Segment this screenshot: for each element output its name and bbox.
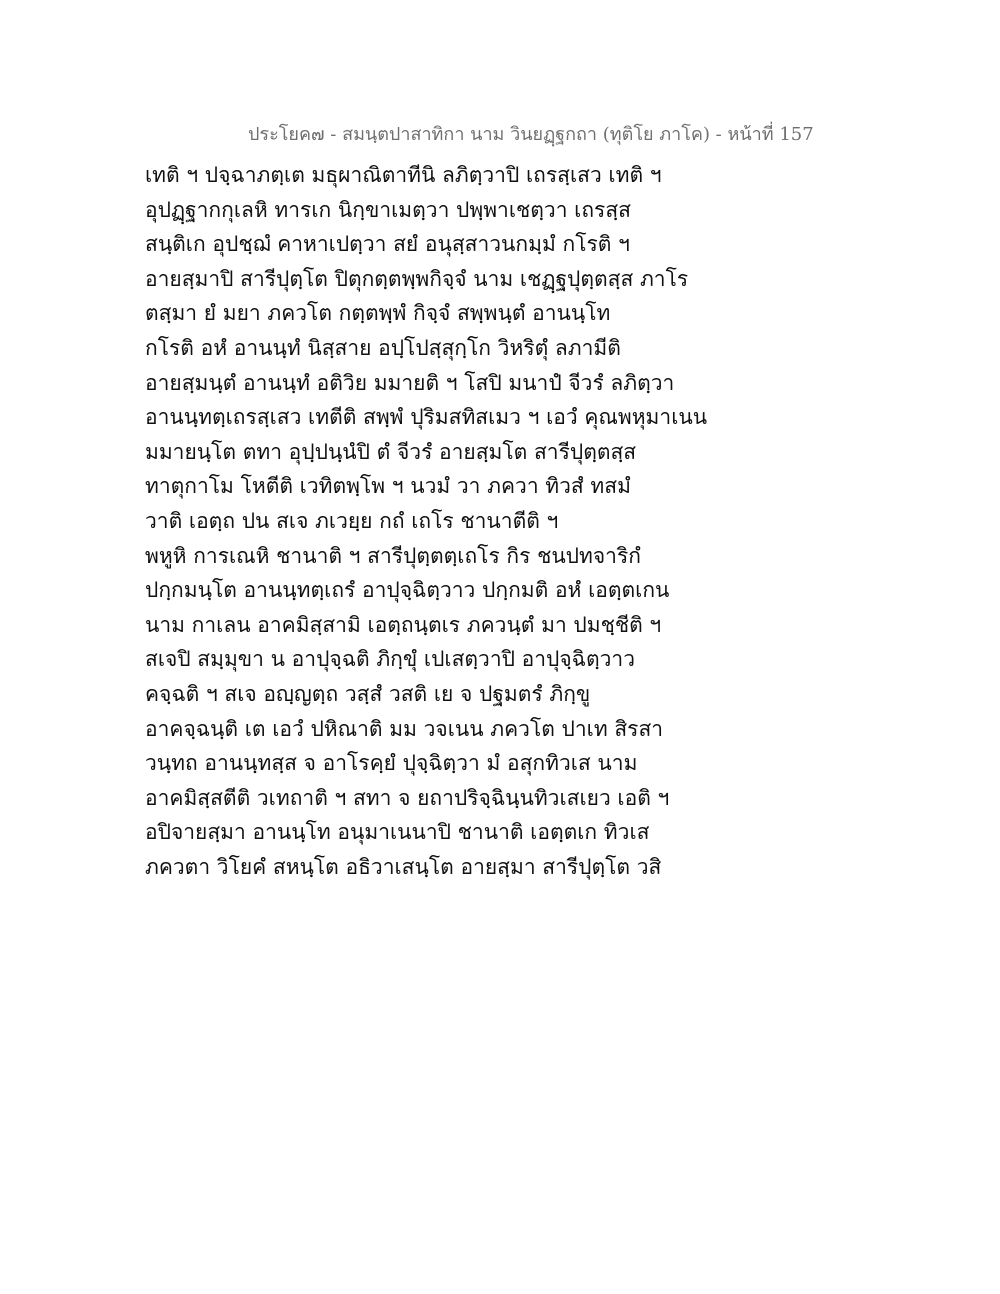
body-text <box>145 158 708 884</box>
text-line-14: นาม กาเลน อาคมิสฺสามิ เอตฺถนฺตเร ภควนฺตํ มา ปมชฺชีติ ฯ <box>145 612 662 637</box>
text-line-19: อาคมิสฺสตีติ วเทถาติ ฯ สทา จ ยถาปริจฺฉินฺนทิวเสเยว เอติ ฯ <box>145 785 670 810</box>
text-line-21: ภควตา วิโยคํ สหนฺโต อธิวาเสนฺโต อายสฺมา สารีปุตฺโต วสิ <box>145 854 662 879</box>
text-line-4: อายสฺมาปิ สารีปุตฺโต ปิตุกตฺตพฺพกิจฺจํ นาม เชฏฺฐปุตฺตสฺส ภาโร <box>145 266 689 291</box>
text-line-11: วาติ เอตฺถ ปน สเจ ภเวยฺย กถํ เถโร ชานาตีติ ฯ <box>145 508 559 533</box>
text-line-5: ตสฺมา ยํ มยา ภควโต กตฺตพฺพํ กิจฺจํ สพฺพนฺตํ อานนฺโท <box>145 301 611 326</box>
text-line-9: มมายนฺโต ตทา อุปฺปนฺนํปิ ตํ จีวรํ อายสฺมโต สารีปุตฺตสฺส <box>145 439 637 464</box>
running-head: ประโยค๗ - สมนฺตปาสาทิกา นาม วินยฏฺฐกถา (ทุติโย ภาโค) - หน้าที่ 157 <box>248 124 814 145</box>
text-line-17: อาคจฺฉนฺติ เต เอวํ ปหิณาติ มม วจเนน ภควโต ปาเท สิรสา <box>145 716 664 741</box>
text-line-13: ปกฺกมนฺโต อานนฺทตฺเถรํ อาปุจฺฉิตฺวาว ปกฺกมติ อหํ เอตฺตเกน <box>145 578 670 603</box>
text-line-10: ทาตุกาโม โหตีติ เวทิตพฺโพ ฯ นวมํ วา ภควา ทิวสํ ทสมํ <box>145 474 631 499</box>
text-line-20: อปิจายสฺมา อานนฺโท อนุมาเนนาปิ ชานาติ เอตฺตเก ทิวเส <box>145 820 650 845</box>
text-line-2: อุปฏฺฐากกุเลหิ ทารเก นิกฺขาเมตฺวา ปพฺพาเชตฺวา เถรสฺส <box>145 197 631 222</box>
text-line-1: เทติ ฯ ปจฺฉาภตฺเต มธุผาณิตาทีนิ ลภิตฺวาปิ เถรสฺเสว เทติ ฯ <box>145 163 662 187</box>
text-line-12: พหูหิ การเณหิ ชานาติ ฯ สารีปุตฺตตฺเถโร กิร ชนปทจาริกํ <box>145 543 641 568</box>
text-line-3: สนฺติเก อุปชฺฌํ คาหาเปตฺวา สยํ อนุสฺสาวนกมฺมํ กโรติ ฯ <box>145 232 630 257</box>
text-line-15: สเจปิ สมฺมุขา น อาปุจฺฉติ ภิกฺขุํ เปเสตฺวาปิ อาปุจฺฉิตฺวาว <box>145 647 635 672</box>
text-line-18: วนฺทถ อานนฺทสฺส จ อาโรคฺยํ ปุจฺฉิตฺวา มํ อสุกทิวเส นาม <box>145 751 638 776</box>
text-line-7: อายสฺมนฺตํ อานนฺทํ อติวิย มมายติ ฯ โสปิ มนาปํ จีวรํ ลภิตฺวา <box>145 370 675 395</box>
text-line-6: กโรติ อหํ อานนฺทํ นิสฺสาย อปฺโปสฺสุกฺโก วิหริตุํ ลภามีติ <box>145 335 621 360</box>
text-line-16: คจฺฉติ ฯ สเจ อญฺญตฺถ วสฺสํ วสติ เย จ ปฐมตรํ ภิกฺขู <box>145 681 591 706</box>
text-line-8: อานนฺทตฺเถรสฺเสว เทตีติ สพฺพํ ปุริมสทิสเมว ฯ เอวํ คุณพหุมาเนน <box>145 405 708 430</box>
